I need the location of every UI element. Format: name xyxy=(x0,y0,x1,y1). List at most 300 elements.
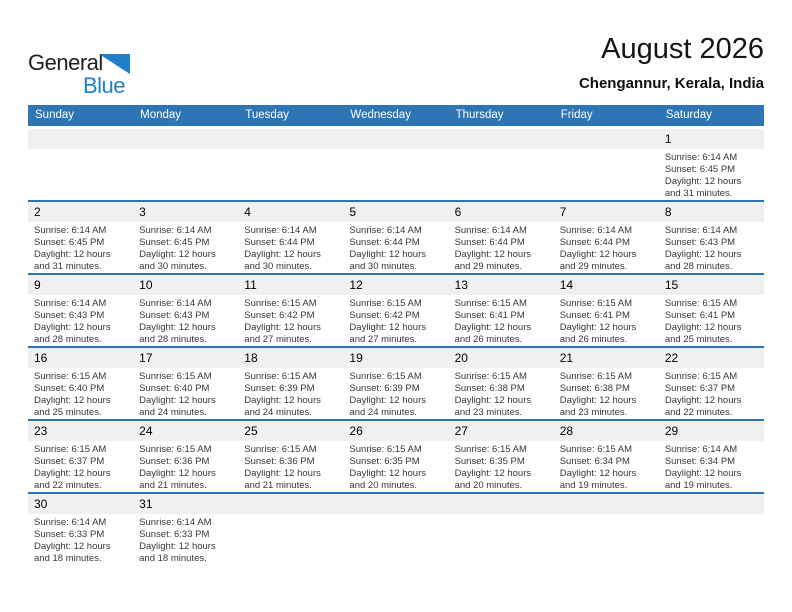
detail-line: and 23 minutes. xyxy=(454,407,523,418)
date-number-band xyxy=(28,129,133,149)
date-number-band xyxy=(554,202,659,222)
detail-line: Daylight: 12 hours xyxy=(664,176,742,187)
title-block xyxy=(579,33,764,92)
detail-line: Daylight: 12 hours xyxy=(454,468,532,479)
day-details xyxy=(238,149,343,152)
detail-line: and 21 minutes. xyxy=(139,480,207,491)
day-cell xyxy=(238,421,343,492)
detail-line: Sunrise: 6:14 AM xyxy=(34,298,107,309)
logo-text-general: General xyxy=(28,50,103,75)
day-details xyxy=(28,441,133,492)
logo-triangle-icon xyxy=(99,54,130,74)
week-row xyxy=(28,129,764,202)
logo-text-blue: Blue xyxy=(83,73,126,98)
date-number: 20 xyxy=(454,351,468,365)
date-number: 2 xyxy=(34,205,41,219)
detail-line: and 22 minutes. xyxy=(34,480,102,491)
detail-line: Sunset: 6:43 PM xyxy=(664,237,736,248)
day-cell xyxy=(133,494,238,565)
detail-line: Sunrise: 6:15 AM xyxy=(349,298,422,309)
day-cell xyxy=(554,421,659,492)
detail-line: Sunrise: 6:15 AM xyxy=(664,298,738,309)
detail-line: and 24 minutes. xyxy=(139,407,207,418)
day-details xyxy=(238,368,343,419)
detail-line: Sunrise: 6:15 AM xyxy=(349,444,422,455)
day-cell xyxy=(133,202,238,273)
day-cell xyxy=(343,275,448,346)
detail-line: Daylight: 12 hours xyxy=(34,249,111,260)
detail-line: Sunrise: 6:14 AM xyxy=(34,225,107,236)
day-details xyxy=(554,149,659,152)
detail-line: Sunset: 6:33 PM xyxy=(139,529,210,540)
detail-line: Sunrise: 6:14 AM xyxy=(34,517,107,528)
date-number-band xyxy=(133,421,238,441)
detail-line: Sunrise: 6:15 AM xyxy=(244,298,317,309)
detail-line: Sunset: 6:44 PM xyxy=(454,237,525,248)
detail-line: Daylight: 12 hours xyxy=(559,322,637,333)
detail-line: Sunrise: 6:14 AM xyxy=(244,225,317,236)
day-cell xyxy=(28,275,133,346)
detail-line: Daylight: 12 hours xyxy=(34,322,111,333)
date-number: 4 xyxy=(244,205,251,219)
detail-line: Sunset: 6:45 PM xyxy=(139,237,210,248)
detail-line: Sunset: 6:38 PM xyxy=(454,383,525,394)
day-details xyxy=(133,149,238,152)
day-details xyxy=(343,295,448,346)
detail-line: Daylight: 12 hours xyxy=(34,395,111,406)
detail-line: Sunrise: 6:14 AM xyxy=(139,225,212,236)
date-number: 16 xyxy=(34,351,48,365)
date-number-band xyxy=(28,348,133,368)
detail-line: Sunset: 6:44 PM xyxy=(349,237,420,248)
detail-line: Daylight: 12 hours xyxy=(139,468,216,479)
detail-line: and 20 minutes. xyxy=(349,480,418,491)
detail-line: Sunset: 6:40 PM xyxy=(34,383,105,394)
detail-line: and 18 minutes. xyxy=(34,553,102,564)
detail-line: Sunset: 6:45 PM xyxy=(34,237,105,248)
day-details xyxy=(449,149,554,152)
day-cell xyxy=(28,421,133,492)
date-number-band xyxy=(28,421,133,441)
detail-line: Sunset: 6:37 PM xyxy=(34,456,105,467)
detail-line: Daylight: 12 hours xyxy=(454,249,532,260)
detail-line: Daylight: 12 hours xyxy=(34,541,111,552)
day-details xyxy=(449,222,554,273)
empty-day-cell xyxy=(28,129,133,200)
weekday-header-wednesday: Wednesday xyxy=(350,109,411,121)
detail-line: Sunset: 6:35 PM xyxy=(454,456,525,467)
detail-line: Sunrise: 6:15 AM xyxy=(349,371,422,382)
day-details xyxy=(238,441,343,492)
detail-line: Daylight: 12 hours xyxy=(139,395,216,406)
detail-line: and 24 minutes. xyxy=(349,407,418,418)
day-cell xyxy=(133,275,238,346)
detail-line: Sunset: 6:41 PM xyxy=(454,310,525,321)
date-number-band xyxy=(28,494,133,514)
detail-line: Sunset: 6:34 PM xyxy=(559,456,630,467)
detail-line: Daylight: 12 hours xyxy=(454,322,532,333)
day-details xyxy=(554,368,659,419)
day-details xyxy=(343,149,448,152)
day-cell xyxy=(554,275,659,346)
day-cell xyxy=(449,202,554,273)
detail-line: Sunrise: 6:15 AM xyxy=(559,371,633,382)
date-number-band xyxy=(28,202,133,222)
detail-line: Sunset: 6:42 PM xyxy=(244,310,315,321)
day-cell xyxy=(554,348,659,419)
day-details xyxy=(659,368,764,419)
empty-day-cell xyxy=(554,129,659,200)
day-cell xyxy=(133,421,238,492)
page-subtitle: Chengannur, Kerala, India xyxy=(578,75,764,92)
detail-line: and 26 minutes. xyxy=(454,334,523,345)
date-number-band xyxy=(238,129,343,149)
detail-line: and 29 minutes. xyxy=(454,261,523,272)
detail-line: Sunset: 6:37 PM xyxy=(664,383,736,394)
day-details xyxy=(554,514,659,517)
date-number-band xyxy=(659,275,764,295)
date-number-band xyxy=(238,202,343,222)
calendar-table xyxy=(28,105,764,565)
date-number-band xyxy=(659,421,764,441)
detail-line: Daylight: 12 hours xyxy=(559,468,637,479)
detail-line: and 25 minutes. xyxy=(34,407,102,418)
date-number: 23 xyxy=(34,424,48,438)
detail-line: Sunset: 6:44 PM xyxy=(244,237,315,248)
day-cell xyxy=(449,421,554,492)
empty-day-cell xyxy=(659,494,764,565)
detail-line: Sunrise: 6:14 AM xyxy=(454,225,527,236)
date-number-band xyxy=(343,421,448,441)
weekday-header-sunday: Sunday xyxy=(35,109,75,121)
weekday-header-row xyxy=(28,105,764,126)
day-cell xyxy=(659,348,764,419)
day-details xyxy=(343,368,448,419)
detail-line: Sunrise: 6:15 AM xyxy=(664,371,738,382)
day-cell xyxy=(343,202,448,273)
date-number: 19 xyxy=(349,351,363,365)
weekday-header-thursday: Thursday xyxy=(455,109,504,121)
empty-day-cell xyxy=(133,129,238,200)
date-number-band xyxy=(133,348,238,368)
day-details xyxy=(238,222,343,273)
day-cell xyxy=(449,275,554,346)
date-number-band xyxy=(133,275,238,295)
general-blue-logo xyxy=(28,50,188,102)
date-number-band xyxy=(554,494,659,514)
detail-line: Sunset: 6:45 PM xyxy=(664,164,736,175)
detail-line: Daylight: 12 hours xyxy=(244,249,321,260)
detail-line: Sunset: 6:43 PM xyxy=(34,310,105,321)
date-number-band xyxy=(449,348,554,368)
date-number-band xyxy=(554,129,659,149)
detail-line: and 30 minutes. xyxy=(244,261,312,272)
date-number-band xyxy=(28,275,133,295)
date-number: 18 xyxy=(244,351,258,365)
detail-line: Sunset: 6:39 PM xyxy=(244,383,315,394)
detail-line: Sunset: 6:43 PM xyxy=(139,310,210,321)
date-number: 24 xyxy=(139,424,153,438)
detail-line: Sunset: 6:35 PM xyxy=(349,456,420,467)
day-cell xyxy=(554,202,659,273)
detail-line: Daylight: 12 hours xyxy=(559,395,637,406)
week-row xyxy=(28,202,764,275)
detail-line: Sunrise: 6:14 AM xyxy=(559,225,633,236)
detail-line: Sunrise: 6:15 AM xyxy=(139,371,212,382)
weekday-header-monday: Monday xyxy=(140,109,182,121)
detail-line: Daylight: 12 hours xyxy=(34,468,111,479)
detail-line: Sunset: 6:39 PM xyxy=(349,383,420,394)
detail-line: Daylight: 12 hours xyxy=(139,322,216,333)
day-details xyxy=(659,222,764,273)
week-row xyxy=(28,421,764,494)
day-details xyxy=(343,222,448,273)
date-number: 5 xyxy=(349,205,357,219)
page-title: August 2026 xyxy=(601,33,764,65)
detail-line: Sunset: 6:34 PM xyxy=(664,456,736,467)
detail-line: and 23 minutes. xyxy=(559,407,628,418)
weekday-header-saturday: Saturday xyxy=(665,109,712,121)
week-row xyxy=(28,275,764,348)
date-number-band xyxy=(659,494,764,514)
detail-line: Sunrise: 6:15 AM xyxy=(559,444,633,455)
detail-line: and 27 minutes. xyxy=(244,334,312,345)
detail-line: Sunset: 6:36 PM xyxy=(139,456,210,467)
detail-line: and 25 minutes. xyxy=(664,334,733,345)
detail-line: Daylight: 12 hours xyxy=(244,322,321,333)
week-row xyxy=(28,348,764,421)
detail-line: Daylight: 12 hours xyxy=(664,322,742,333)
detail-line: and 24 minutes. xyxy=(244,407,312,418)
day-details xyxy=(449,368,554,419)
day-details xyxy=(133,441,238,492)
date-number: 21 xyxy=(559,351,574,365)
detail-line: Daylight: 12 hours xyxy=(349,322,426,333)
week-row xyxy=(28,494,764,565)
date-number-band xyxy=(449,202,554,222)
date-number-band xyxy=(554,421,659,441)
date-number: 9 xyxy=(34,278,41,292)
date-number: 26 xyxy=(349,424,363,438)
date-number: 1 xyxy=(664,132,672,146)
date-number: 27 xyxy=(454,424,468,438)
date-number: 28 xyxy=(559,424,574,438)
date-number-band xyxy=(238,421,343,441)
day-cell xyxy=(28,494,133,565)
detail-line: Daylight: 12 hours xyxy=(349,395,426,406)
date-number: 30 xyxy=(34,497,48,511)
detail-line: Sunset: 6:41 PM xyxy=(559,310,630,321)
day-cell xyxy=(238,202,343,273)
detail-line: Sunrise: 6:15 AM xyxy=(559,298,633,309)
day-details xyxy=(554,441,659,492)
date-number: 6 xyxy=(454,205,462,219)
detail-line: Sunrise: 6:15 AM xyxy=(244,371,317,382)
calendar-body xyxy=(28,129,764,565)
detail-line: Sunset: 6:40 PM xyxy=(139,383,210,394)
date-number: 8 xyxy=(664,205,672,219)
empty-day-cell xyxy=(238,129,343,200)
date-number: 13 xyxy=(454,278,468,292)
day-cell xyxy=(659,275,764,346)
detail-line: and 28 minutes. xyxy=(139,334,207,345)
detail-line: Daylight: 12 hours xyxy=(139,541,216,552)
day-details xyxy=(28,295,133,346)
date-number: 10 xyxy=(139,278,153,292)
day-cell xyxy=(28,348,133,419)
detail-line: and 19 minutes. xyxy=(559,480,628,491)
day-cell xyxy=(238,348,343,419)
detail-line: Sunrise: 6:14 AM xyxy=(139,517,212,528)
day-cell xyxy=(238,275,343,346)
day-details xyxy=(449,514,554,517)
detail-line: and 28 minutes. xyxy=(34,334,102,345)
detail-line: Sunrise: 6:14 AM xyxy=(664,225,738,236)
day-details xyxy=(133,368,238,419)
detail-line: Daylight: 12 hours xyxy=(664,395,742,406)
date-number: 7 xyxy=(559,205,567,219)
day-details xyxy=(28,514,133,565)
date-number-band xyxy=(238,348,343,368)
date-number: 15 xyxy=(664,278,679,292)
detail-line: Daylight: 12 hours xyxy=(559,249,637,260)
detail-line: Daylight: 12 hours xyxy=(664,249,742,260)
detail-line: Daylight: 12 hours xyxy=(349,468,426,479)
date-number-band xyxy=(659,129,764,149)
detail-line: and 19 minutes. xyxy=(664,480,733,491)
empty-day-cell xyxy=(449,494,554,565)
detail-line: and 30 minutes. xyxy=(349,261,418,272)
day-details xyxy=(659,149,764,200)
detail-line: and 20 minutes. xyxy=(454,480,523,491)
detail-line: and 29 minutes. xyxy=(559,261,628,272)
date-number: 11 xyxy=(244,278,257,292)
detail-line: Daylight: 12 hours xyxy=(664,468,742,479)
date-number: 3 xyxy=(139,205,146,219)
day-details xyxy=(554,295,659,346)
date-number: 25 xyxy=(244,424,258,438)
day-details xyxy=(659,441,764,492)
date-number-band xyxy=(449,421,554,441)
detail-line: Sunset: 6:42 PM xyxy=(349,310,420,321)
date-number-band xyxy=(659,202,764,222)
day-cell xyxy=(449,348,554,419)
day-cell xyxy=(133,348,238,419)
detail-line: Sunrise: 6:15 AM xyxy=(34,371,107,382)
date-number-band xyxy=(449,129,554,149)
detail-line: Sunrise: 6:15 AM xyxy=(139,444,212,455)
weekday-header-friday: Friday xyxy=(560,109,593,121)
detail-line: Sunset: 6:38 PM xyxy=(559,383,630,394)
empty-day-cell xyxy=(238,494,343,565)
detail-line: and 31 minutes. xyxy=(664,188,733,199)
date-number-band xyxy=(133,129,238,149)
day-details xyxy=(28,368,133,419)
day-details xyxy=(659,514,764,517)
detail-line: Sunrise: 6:14 AM xyxy=(139,298,212,309)
detail-line: Daylight: 12 hours xyxy=(244,468,321,479)
date-number-band xyxy=(343,494,448,514)
detail-line: and 27 minutes. xyxy=(349,334,418,345)
detail-line: Daylight: 12 hours xyxy=(349,249,426,260)
date-number-band xyxy=(343,348,448,368)
page-header xyxy=(0,0,792,105)
detail-line: Sunset: 6:36 PM xyxy=(244,456,315,467)
detail-line: and 30 minutes. xyxy=(139,261,207,272)
date-number: 17 xyxy=(139,351,153,365)
date-number-band xyxy=(554,348,659,368)
empty-day-cell xyxy=(449,129,554,200)
day-cell xyxy=(343,421,448,492)
day-cell xyxy=(659,421,764,492)
day-cell xyxy=(659,202,764,273)
day-details xyxy=(28,222,133,273)
detail-line: and 31 minutes. xyxy=(34,261,102,272)
day-details xyxy=(449,295,554,346)
detail-line: Sunset: 6:33 PM xyxy=(34,529,105,540)
day-cell xyxy=(343,348,448,419)
date-number-band xyxy=(554,275,659,295)
date-number-band xyxy=(449,275,554,295)
day-details xyxy=(238,295,343,346)
empty-day-cell xyxy=(554,494,659,565)
detail-line: Sunrise: 6:15 AM xyxy=(454,444,527,455)
detail-line: and 26 minutes. xyxy=(559,334,628,345)
empty-day-cell xyxy=(343,494,448,565)
detail-line: Daylight: 12 hours xyxy=(139,249,216,260)
date-number: 14 xyxy=(559,278,574,292)
detail-line: and 18 minutes. xyxy=(139,553,207,564)
day-details xyxy=(659,295,764,346)
weekday-header-tuesday: Tuesday xyxy=(245,109,289,121)
date-number-band xyxy=(449,494,554,514)
date-number: 22 xyxy=(664,351,679,365)
date-number-band xyxy=(133,202,238,222)
empty-day-cell xyxy=(343,129,448,200)
day-details xyxy=(133,295,238,346)
date-number: 12 xyxy=(349,278,363,292)
detail-line: Sunrise: 6:14 AM xyxy=(664,444,738,455)
detail-line: and 21 minutes. xyxy=(244,480,312,491)
date-number-band xyxy=(238,494,343,514)
day-cell xyxy=(28,202,133,273)
date-number-band xyxy=(133,494,238,514)
detail-line: Sunset: 6:41 PM xyxy=(664,310,736,321)
detail-line: Sunrise: 6:15 AM xyxy=(454,298,527,309)
day-details xyxy=(343,441,448,492)
day-details xyxy=(133,222,238,273)
detail-line: Sunset: 6:44 PM xyxy=(559,237,630,248)
day-cell xyxy=(659,129,764,200)
day-details xyxy=(133,514,238,565)
date-number-band xyxy=(343,202,448,222)
date-number: 31 xyxy=(139,497,153,511)
detail-line: and 22 minutes. xyxy=(664,407,733,418)
day-details xyxy=(343,514,448,517)
detail-line: Sunrise: 6:15 AM xyxy=(454,371,527,382)
date-number: 29 xyxy=(664,424,679,438)
date-number-band xyxy=(343,129,448,149)
detail-line: and 28 minutes. xyxy=(664,261,733,272)
date-number-band xyxy=(659,348,764,368)
day-details xyxy=(554,222,659,273)
detail-line: Daylight: 12 hours xyxy=(244,395,321,406)
detail-line: Sunrise: 6:15 AM xyxy=(34,444,107,455)
date-number-band xyxy=(343,275,448,295)
day-details xyxy=(28,149,133,152)
day-details xyxy=(238,514,343,517)
detail-line: Daylight: 12 hours xyxy=(454,395,532,406)
